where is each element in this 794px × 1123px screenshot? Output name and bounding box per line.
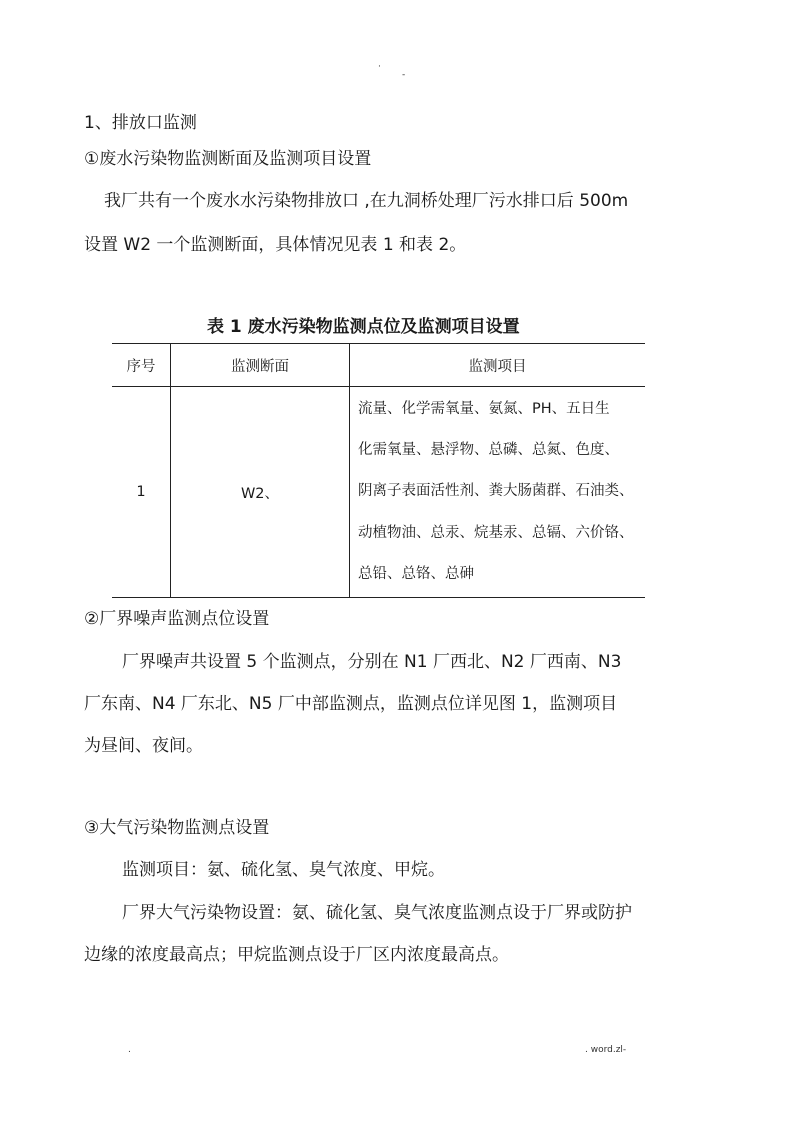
footer-right: . word.zl-	[585, 1045, 627, 1055]
items-list	[351, 389, 644, 595]
items-line: 总铅、总铬、总砷	[358, 565, 474, 582]
paragraph-wastewater-line2: 设置 W2 一个监测断面，具体情况见表 1 和表 2。	[84, 235, 467, 255]
paragraph-air-setup-line2: 边缘的浓度最高点；甲烷监测点设于厂区内浓度最高点。	[84, 945, 509, 965]
header-dash: -	[402, 70, 406, 80]
subsection-title-air: ③大气污染物监测点设置	[84, 818, 270, 838]
paragraph-noise-line1: 厂界噪声共设置 5 个监测点，分别在 N1 厂西北、N2 厂西南、N3	[122, 652, 622, 672]
header-dot: ·	[378, 62, 381, 72]
items-line: 阴离子表面活性剂、粪大肠菌群、石油类、	[358, 483, 634, 500]
paragraph-noise-line3: 为昼间、夜间。	[84, 736, 203, 756]
paragraph-noise-line2: 厂东南、N4 厂东北、N5 厂中部监测点，监测点位详见图 1，监测项目	[84, 694, 618, 714]
paragraph-air-setup-line1: 厂界大气污染物设置：氨、硫化氢、臭气浓度监测点设于厂界或防护	[122, 903, 632, 923]
paragraph-air-items: 监测项目：氨、硫化氢、臭气浓度、甲烷。	[122, 860, 445, 880]
table-header-items: 监测项目	[350, 344, 646, 387]
table-row	[112, 387, 645, 598]
items-line: 流量、化学需氧量、氨氮、PH、五日生	[358, 400, 610, 417]
table-header-row	[112, 344, 645, 387]
paragraph-wastewater-line1: 我厂共有一个废水水污染物排放口 ,在九洞桥处理厂污水排口后 500m	[104, 191, 629, 211]
table-header-no: 序号	[112, 344, 171, 387]
subsection-title-wastewater: ①废水污染物监测断面及监测项目设置	[84, 149, 372, 169]
items-line: 动植物油、总汞、烷基汞、总镉、六价铬、	[358, 524, 634, 541]
section-title-outlet-monitoring: 1、排放口监测	[84, 113, 197, 133]
monitoring-table	[112, 343, 645, 598]
table-title: 表 1 废水污染物监测点位及监测项目设置	[207, 317, 520, 337]
table-cell-section: W2、	[171, 387, 350, 598]
footer-left: .	[128, 1045, 131, 1055]
items-line: 化需氧量、悬浮物、总磷、总氮、色度、	[358, 442, 619, 459]
table-header-section: 监测断面	[171, 344, 350, 387]
table-cell-no: 1	[112, 387, 171, 598]
subsection-title-noise: ②厂界噪声监测点位设置	[84, 609, 270, 629]
table-cell-items	[350, 387, 646, 598]
